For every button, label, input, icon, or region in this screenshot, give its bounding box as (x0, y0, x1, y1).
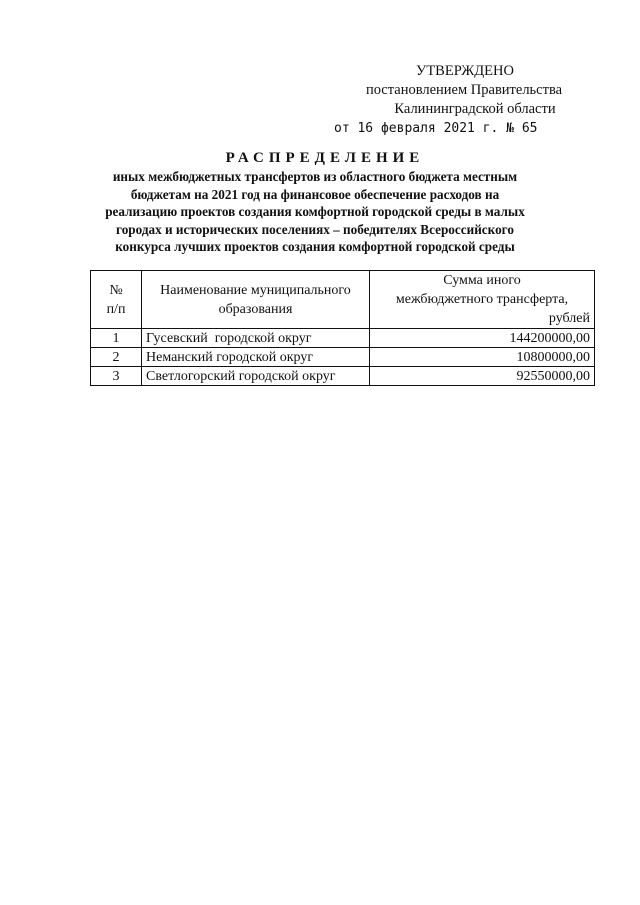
header-number: № п/п (91, 271, 142, 329)
subtitle-line: конкурса лучших проектов создания комфортной городской среды (115, 239, 515, 254)
row-number: 3 (91, 367, 142, 386)
document-title: РАСПРЕДЕЛЕНИЕ (225, 150, 425, 166)
document-subtitle (95, 168, 535, 256)
table-row (91, 348, 595, 367)
row-amount: 10800000,00 (370, 348, 595, 367)
row-amount: 144200000,00 (370, 329, 595, 348)
distribution-table (90, 270, 595, 386)
approval-authority: постановлением Правительства (365, 82, 563, 98)
approval-block (330, 62, 580, 138)
subtitle-line: иных межбюджетных трансфертов из областного бюджета местным (112, 169, 518, 184)
approval-region: Калининградской области (394, 101, 556, 117)
header-municipality: Наименование муниципального образования (142, 271, 370, 329)
row-municipality: Гусевский городской округ (142, 329, 370, 348)
subtitle-line: городах и исторических поселениях – победителях Всероссийского (116, 221, 514, 237)
row-number: 2 (91, 348, 142, 367)
approval-title: УТВЕРЖДЕНО (416, 63, 514, 79)
row-municipality: Неманский городской округ (142, 348, 370, 367)
approval-date: от 16 февраля 2021 г. № 65 (334, 121, 538, 136)
table-row (91, 367, 595, 386)
row-amount: 92550000,00 (370, 367, 595, 386)
subtitle-line: бюджетам на 2021 год на финансовое обеспечение расходов на (130, 186, 500, 202)
table-row (91, 329, 595, 348)
subtitle-line: реализацию проектов создания комфортной городской среды в малых (105, 204, 525, 219)
row-number: 1 (91, 329, 142, 348)
header-amount: Сумма иного межбюджетного трансферта, рублей (370, 271, 595, 329)
row-municipality: Светлогорский городской округ (142, 367, 370, 386)
table-header-row (91, 271, 595, 329)
